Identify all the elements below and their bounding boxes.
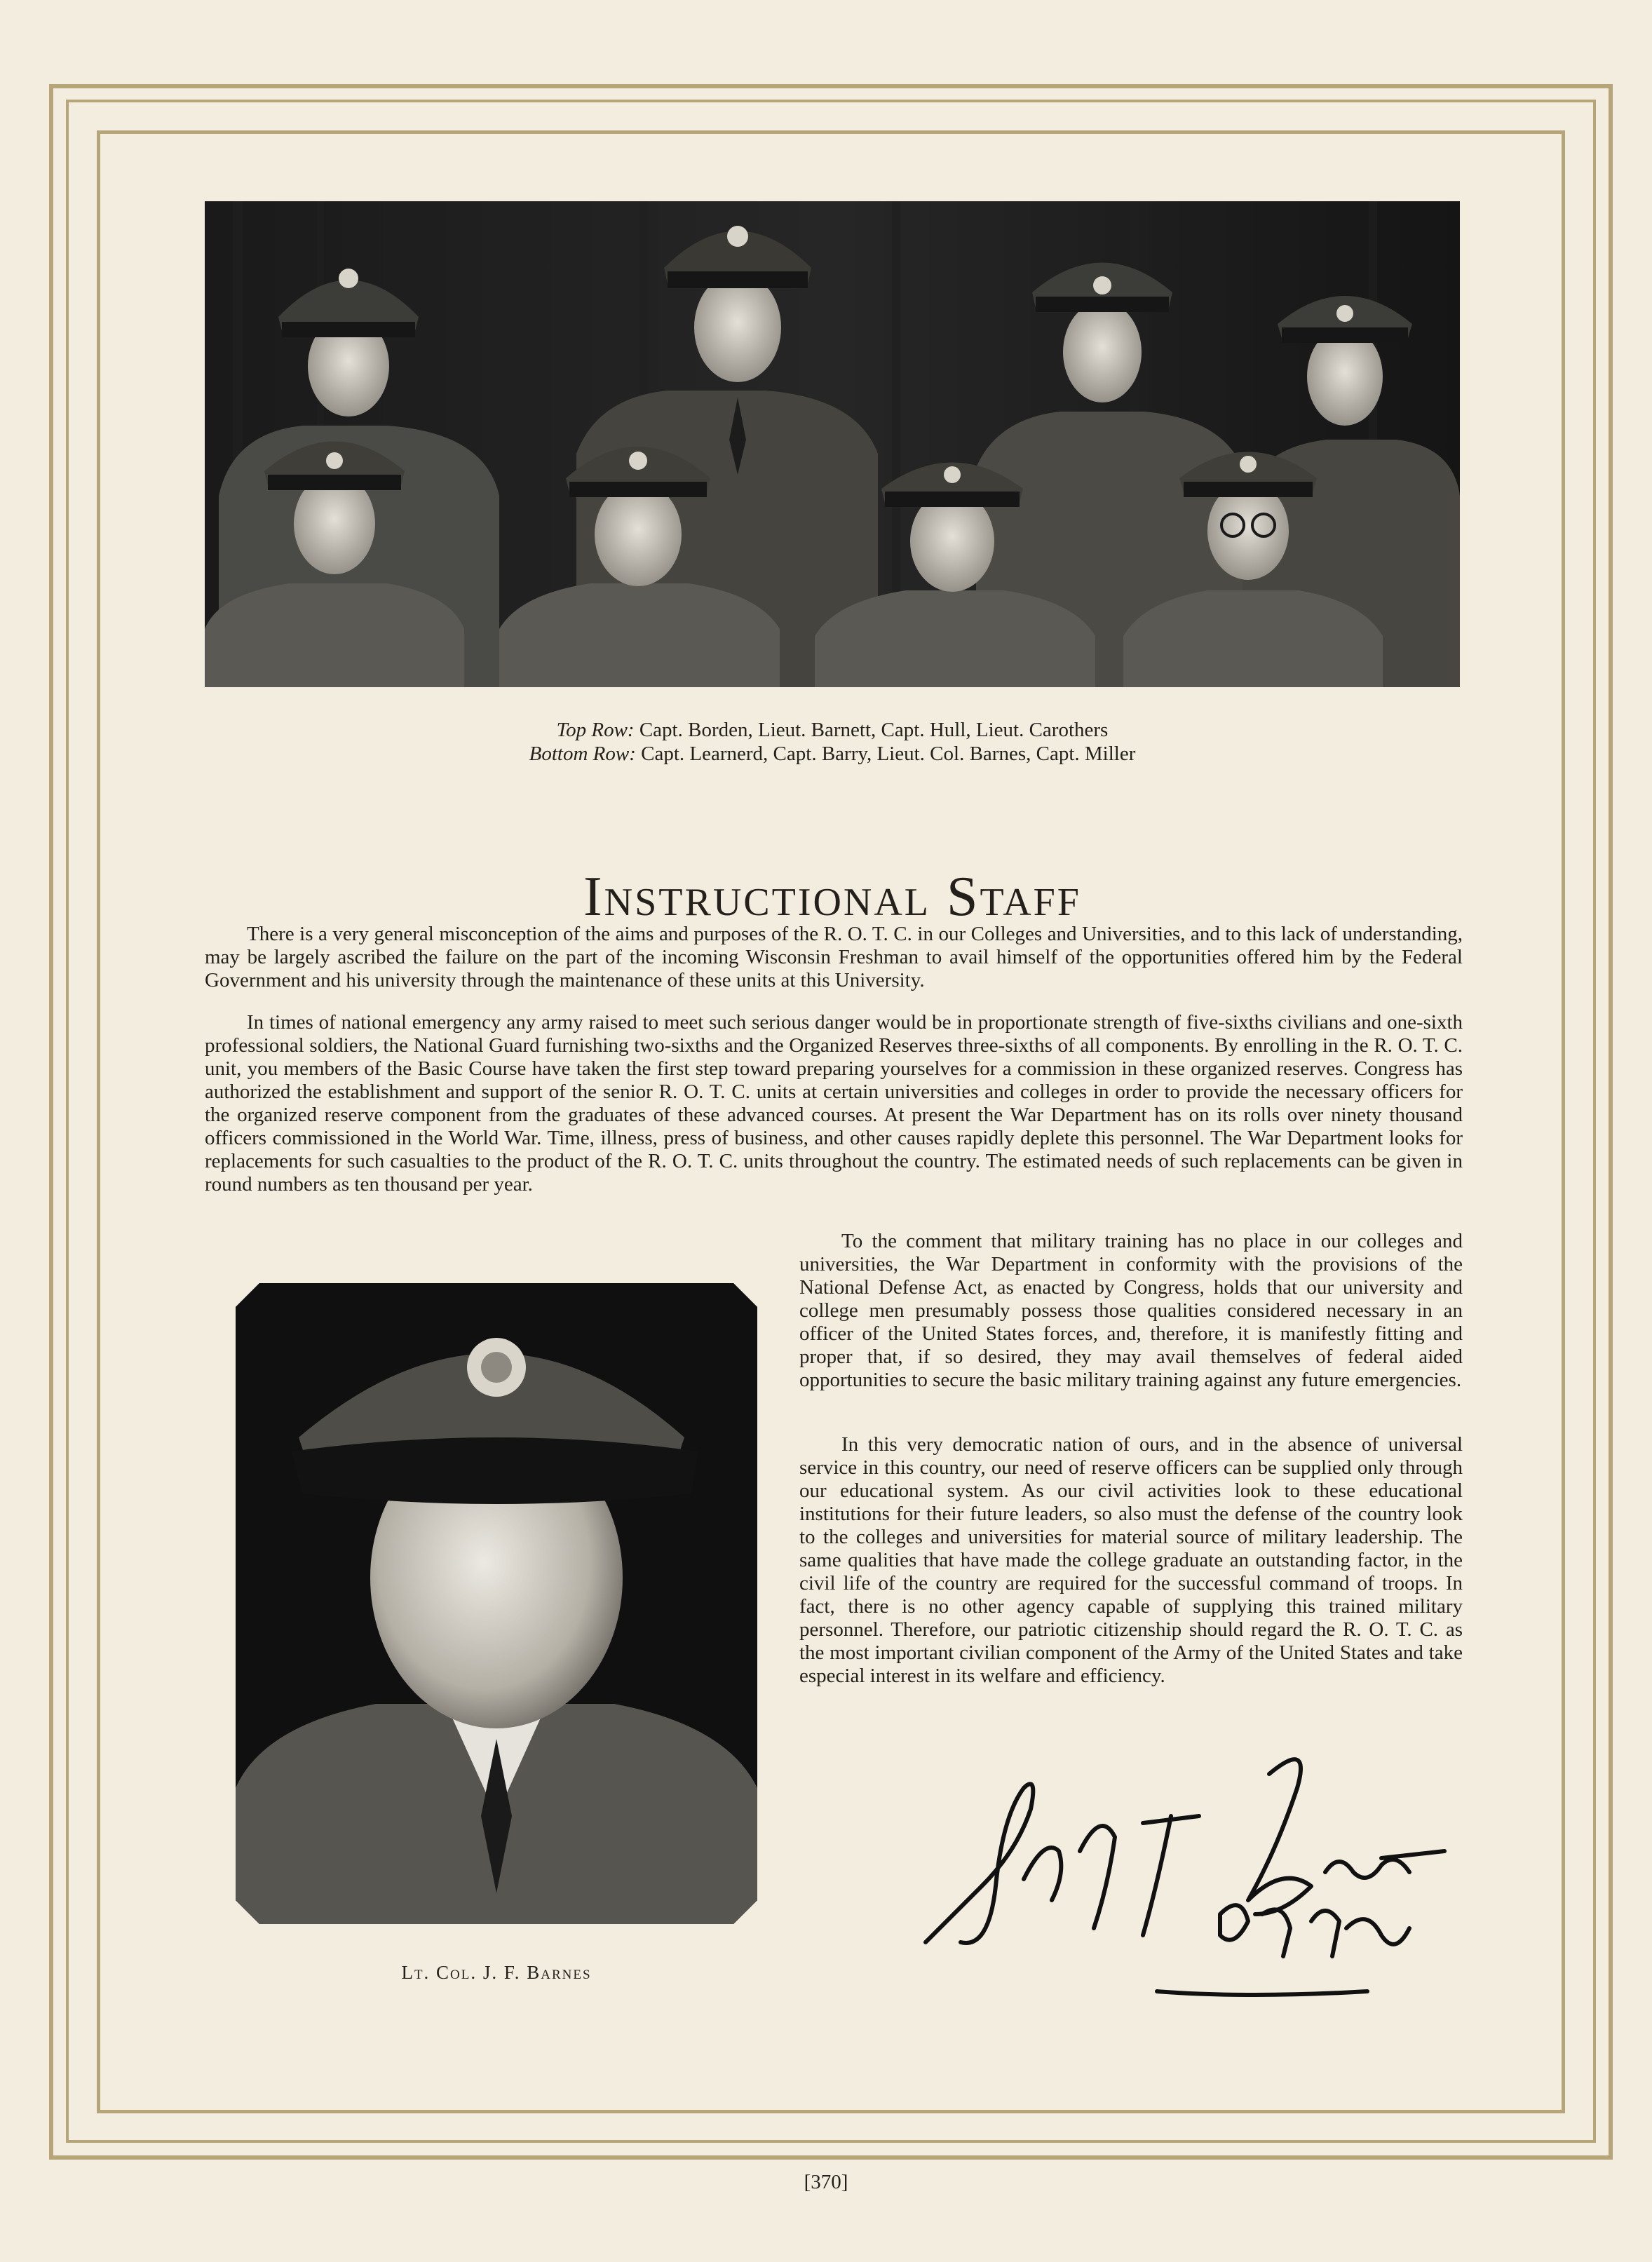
photo-caption-top-row xyxy=(205,718,1460,742)
bottom-row-label: Bottom Row: xyxy=(529,743,636,765)
signature xyxy=(919,1746,1451,2026)
page-title: Instructional Staff xyxy=(583,865,1081,928)
paragraph-2: In times of national emergency any army raised to meet such serious danger would be in proportionate strength of five-sixths civilians and one-sixth professional soldiers, the National Guard furnishing two-sixths and the Organized Reserves three-sixths of all components. By enrolling in the R. O. T. C. unit, you members of the Basic Course have taken the first step toward preparing yourselves for a commission in these organized reserves. Congress has authorized the establishment and support of the senior R. O. T. C. units at certain universities and colleges in order to provide the necessary officers for the organized reserve component from the graduates of these advanced courses. At present the War Department has on its rolls over ninety thousand officers commissioned in the World War. Time, illness, press of business, and other causes rapidly deplete this personnel. The War Department looks for replacements for such casualties to the product of the R. O. T. C. units throughout the country. The estimated needs of such replacements can be given in round numbers as ten thousand per year. xyxy=(205,1011,1463,1196)
portrait-photo xyxy=(236,1283,757,1924)
paragraph-1: There is a very general misconception of the aims and purposes of the R. O. T. C. in our Colleges and Universities, and to this lack of understanding, may be largely ascribed the failure on the part of the incoming Wisconsin Freshman to avail himself of the opportunities offered him by the Federal Government and his university through the maintenance of these units at this University. xyxy=(205,923,1463,991)
bottom-row-names: Capt. Learnerd, Capt. Barry, Lieut. Col. Barnes, Capt. Miller xyxy=(641,743,1136,765)
paragraph-3: To the comment that military training has no place in our colleges and universities, the War Department in conformity with the provisions of the National Defense Act, as enacted by Congress, holds that our university and college men presumably possess those qualities considered necessary in an officer of the United States forces, and, therefore, it is manifestly fitting and proper that, if so desired, they may avail themselves of federal aided opportunities to secure the basic military training against any future emergencies. xyxy=(799,1230,1463,1391)
group-photo xyxy=(205,201,1460,687)
portrait-caption: Lt. Col. J. F. Barnes xyxy=(401,1962,592,1983)
photo-caption-bottom-row xyxy=(205,742,1460,766)
top-row-label: Top Row: xyxy=(556,719,635,741)
page-number: [370] xyxy=(804,2171,848,2193)
top-row-names: Capt. Borden, Lieut. Barnett, Capt. Hull, Lieut. Carothers xyxy=(639,719,1109,741)
paragraph-4: In this very democratic nation of ours, and in the absence of universal service in this country, our need of reserve officers can be supplied only through our educational system. As our civil activities look to these educational institutions for their future leaders, so also must the defense of the country look to the colleges and universities for material source of military leadership. The same qualities that have made the college graduate an outstanding factor, in the civil life of the country are required for the successful command of troops. In fact, there is no other agency capable of supplying this trained military personnel. Therefore, our patriotic citizenship should regard the R. O. T. C. as the most important civilian component of the Army of the United States and take especial interest in its welfare and efficiency. xyxy=(799,1433,1463,1687)
